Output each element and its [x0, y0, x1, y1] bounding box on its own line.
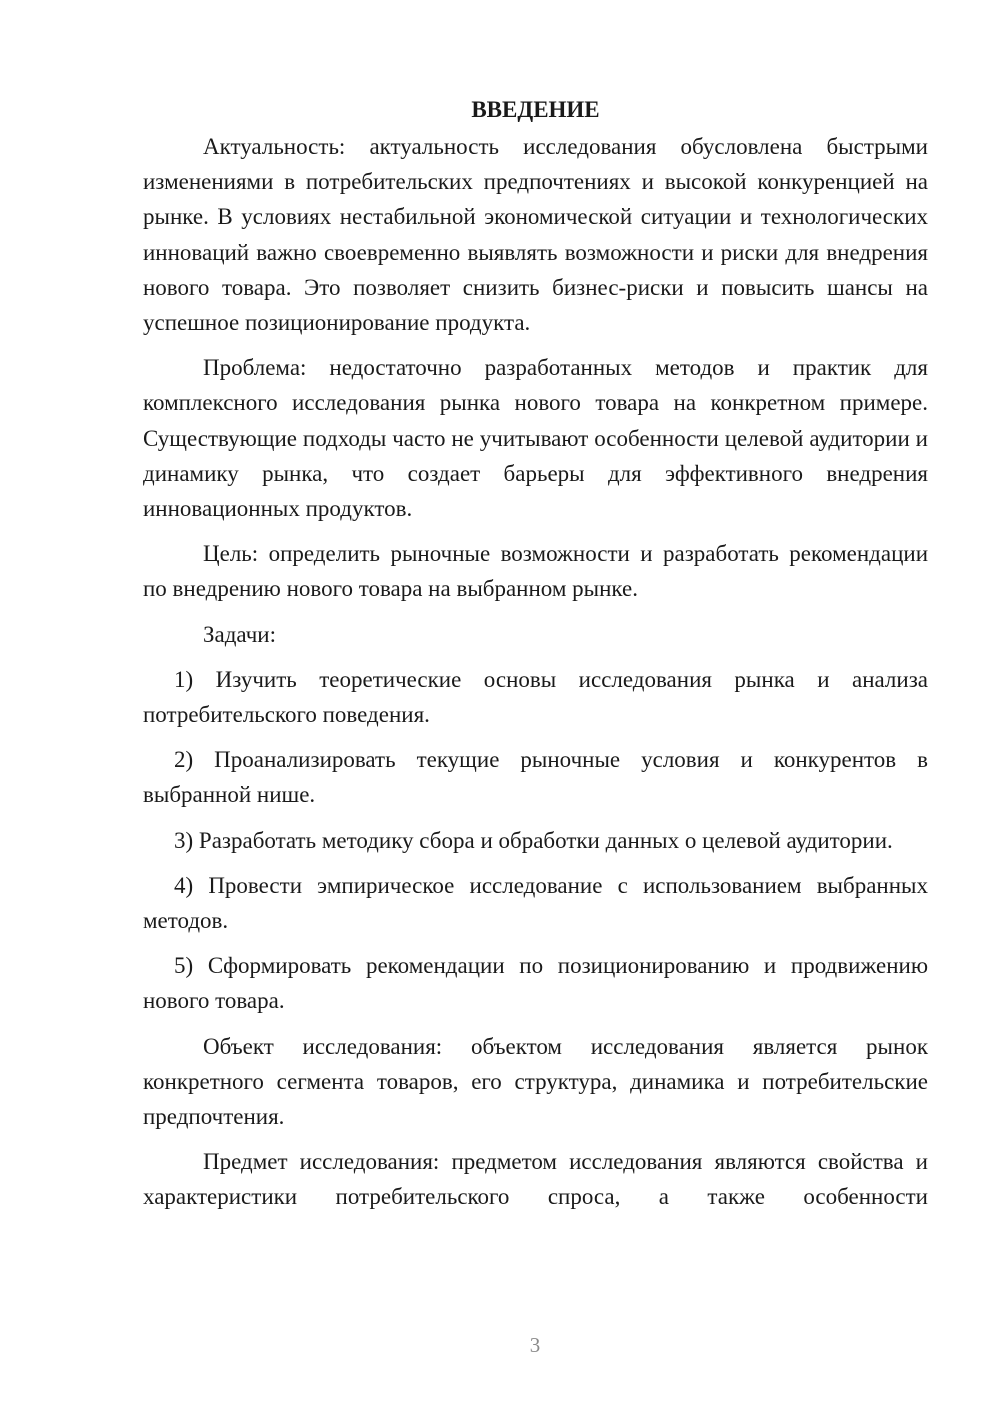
task-item-2: 2) Проанализировать текущие рыночные условия и конкурентов в выбранной нише. — [143, 747, 928, 808]
relevance-paragraph: Актуальность: актуальность исследования обусловлена быстрыми изменениями в потребительских предпочтениях и высокой конкуренцией на рынке. В условиях нестабильной экономической ситуации и технологических инноваций важно своевременно выявлять возможности и риски для внедрения нового товара. Это позволяет снизить бизнес-риски и повысить шансы на успешное позиционирование продукта. — [143, 134, 928, 336]
task-item-5: 5) Сформировать рекомендации по позиционированию и продвижению нового товара. — [143, 953, 928, 1014]
page-number: 3 — [529, 1333, 541, 1357]
task-item-3: 3) Разработать методику сбора и обработки данных о целевой аудитории. — [174, 827, 893, 853]
task-item-1: 1) Изучить теоретические основы исследования рынка и анализа потребительского поведения. — [143, 666, 928, 728]
problem-paragraph: Проблема: недостаточно разработанных методов и практик для комплексного исследования рынка нового товара на конкретном примере. Существующие подходы часто не учитывают особенности целевой аудитории и динамику рынка, что создает барьеры для эффективного внедрения инновационных продуктов. — [143, 355, 928, 522]
task-item-4: 4) Провести эмпирическое исследование с использованием выбранных методов. — [143, 872, 928, 934]
tasks-label: Задачи: — [203, 621, 276, 647]
page-title: ВВЕДЕНИЕ — [471, 97, 600, 122]
object-paragraph: Объект исследования: объектом исследования является рынок конкретного сегмента товаров, его структура, динамика и потребительские предпочтения. — [143, 1033, 928, 1130]
goal-paragraph: Цель: определить рыночные возможности и разработать рекомендации по внедрению нового товара на выбранном рынке. — [143, 541, 928, 602]
subject-paragraph: Предмет исследования: предметом исследования являются свойства и характеристики потребительского спроса, а также особенности — [143, 1149, 928, 1210]
document-page — [143, 92, 928, 1225]
